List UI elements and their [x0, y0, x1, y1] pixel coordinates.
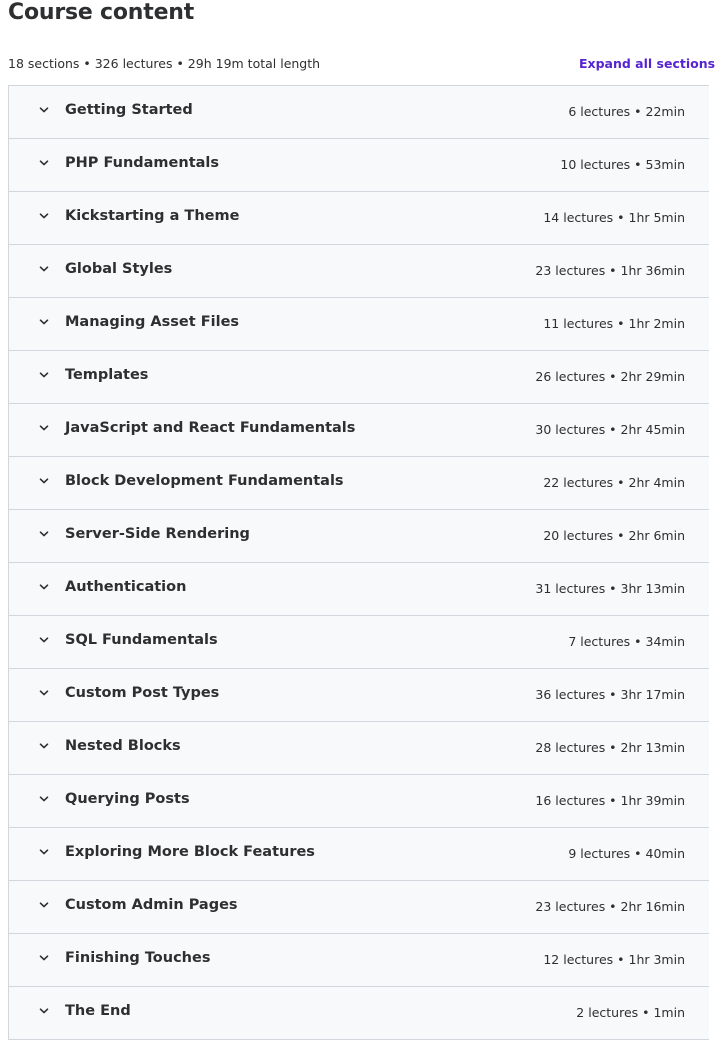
section-meta: 20 lectures • 2hr 6min [543, 528, 685, 543]
section-title: Custom Admin Pages [65, 897, 238, 913]
section-title: Server-Side Rendering [65, 526, 250, 542]
section-title: Global Styles [65, 261, 173, 277]
section-title: SQL Fundamentals [65, 632, 218, 648]
chevron-down-icon [38, 846, 50, 858]
section-title: Exploring More Block Features [65, 844, 315, 860]
section-title: Templates [65, 367, 149, 383]
section-meta: 22 lectures • 2hr 4min [543, 475, 685, 490]
section-meta: 23 lectures • 2hr 16min [535, 899, 685, 914]
chevron-down-icon [38, 581, 50, 593]
section-title: Block Development Fundamentals [65, 473, 344, 489]
section-row[interactable] [9, 616, 709, 669]
section-meta: 31 lectures • 3hr 13min [535, 581, 685, 596]
chevron-down-icon [38, 687, 50, 699]
section-row[interactable] [9, 86, 709, 139]
section-row[interactable] [9, 669, 709, 722]
section-row[interactable] [9, 987, 709, 1040]
section-meta: 12 lectures • 1hr 3min [543, 952, 685, 967]
section-row[interactable] [9, 722, 709, 775]
section-row[interactable] [9, 934, 709, 987]
course-summary-bar [8, 56, 715, 76]
section-row[interactable] [9, 351, 709, 404]
section-title: Custom Post Types [65, 685, 220, 701]
section-row[interactable] [9, 139, 709, 192]
section-title: JavaScript and React Fundamentals [65, 420, 356, 436]
section-row[interactable] [9, 404, 709, 457]
section-meta: 6 lectures • 22min [568, 104, 685, 119]
section-row[interactable] [9, 510, 709, 563]
section-meta: 23 lectures • 1hr 36min [535, 263, 685, 278]
section-title: Querying Posts [65, 791, 190, 807]
chevron-down-icon [38, 634, 50, 646]
chevron-down-icon [38, 369, 50, 381]
chevron-down-icon [38, 740, 50, 752]
section-row[interactable] [9, 563, 709, 616]
section-row[interactable] [9, 775, 709, 828]
section-row[interactable] [9, 881, 709, 934]
section-meta: 16 lectures • 1hr 39min [535, 793, 685, 808]
section-row[interactable] [9, 828, 709, 881]
sections-accordion [8, 85, 709, 1040]
page-title: Course content [8, 0, 195, 25]
section-title: The End [65, 1003, 131, 1019]
section-meta: 7 lectures • 34min [568, 634, 685, 649]
section-row[interactable] [9, 298, 709, 351]
section-meta: 30 lectures • 2hr 45min [535, 422, 685, 437]
section-title: Nested Blocks [65, 738, 181, 754]
chevron-down-icon [38, 104, 50, 116]
section-title: Managing Asset Files [65, 314, 240, 330]
section-row[interactable] [9, 245, 709, 298]
expand-all-sections-button[interactable]: Expand all sections [579, 56, 715, 71]
chevron-down-icon [38, 528, 50, 540]
section-row[interactable] [9, 457, 709, 510]
chevron-down-icon [38, 316, 50, 328]
section-title: Finishing Touches [65, 950, 211, 966]
course-summary: 18 sections • 326 lectures • 29h 19m total length [8, 56, 321, 71]
chevron-down-icon [38, 422, 50, 434]
section-title: Authentication [65, 579, 187, 595]
section-title: PHP Fundamentals [65, 155, 220, 171]
section-title: Getting Started [65, 102, 193, 118]
section-meta: 28 lectures • 2hr 13min [535, 740, 685, 755]
section-meta: 10 lectures • 53min [560, 157, 685, 172]
section-meta: 11 lectures • 1hr 2min [543, 316, 685, 331]
section-meta: 14 lectures • 1hr 5min [543, 210, 685, 225]
chevron-down-icon [38, 210, 50, 222]
section-row[interactable] [9, 192, 709, 245]
section-meta: 36 lectures • 3hr 17min [535, 687, 685, 702]
section-meta: 9 lectures • 40min [568, 846, 685, 861]
chevron-down-icon [38, 793, 50, 805]
section-meta: 26 lectures • 2hr 29min [535, 369, 685, 384]
section-meta: 2 lectures • 1min [576, 1005, 685, 1020]
section-title: Kickstarting a Theme [65, 208, 240, 224]
chevron-down-icon [38, 157, 50, 169]
chevron-down-icon [38, 952, 50, 964]
chevron-down-icon [38, 475, 50, 487]
chevron-down-icon [38, 1005, 50, 1017]
chevron-down-icon [38, 899, 50, 911]
chevron-down-icon [38, 263, 50, 275]
